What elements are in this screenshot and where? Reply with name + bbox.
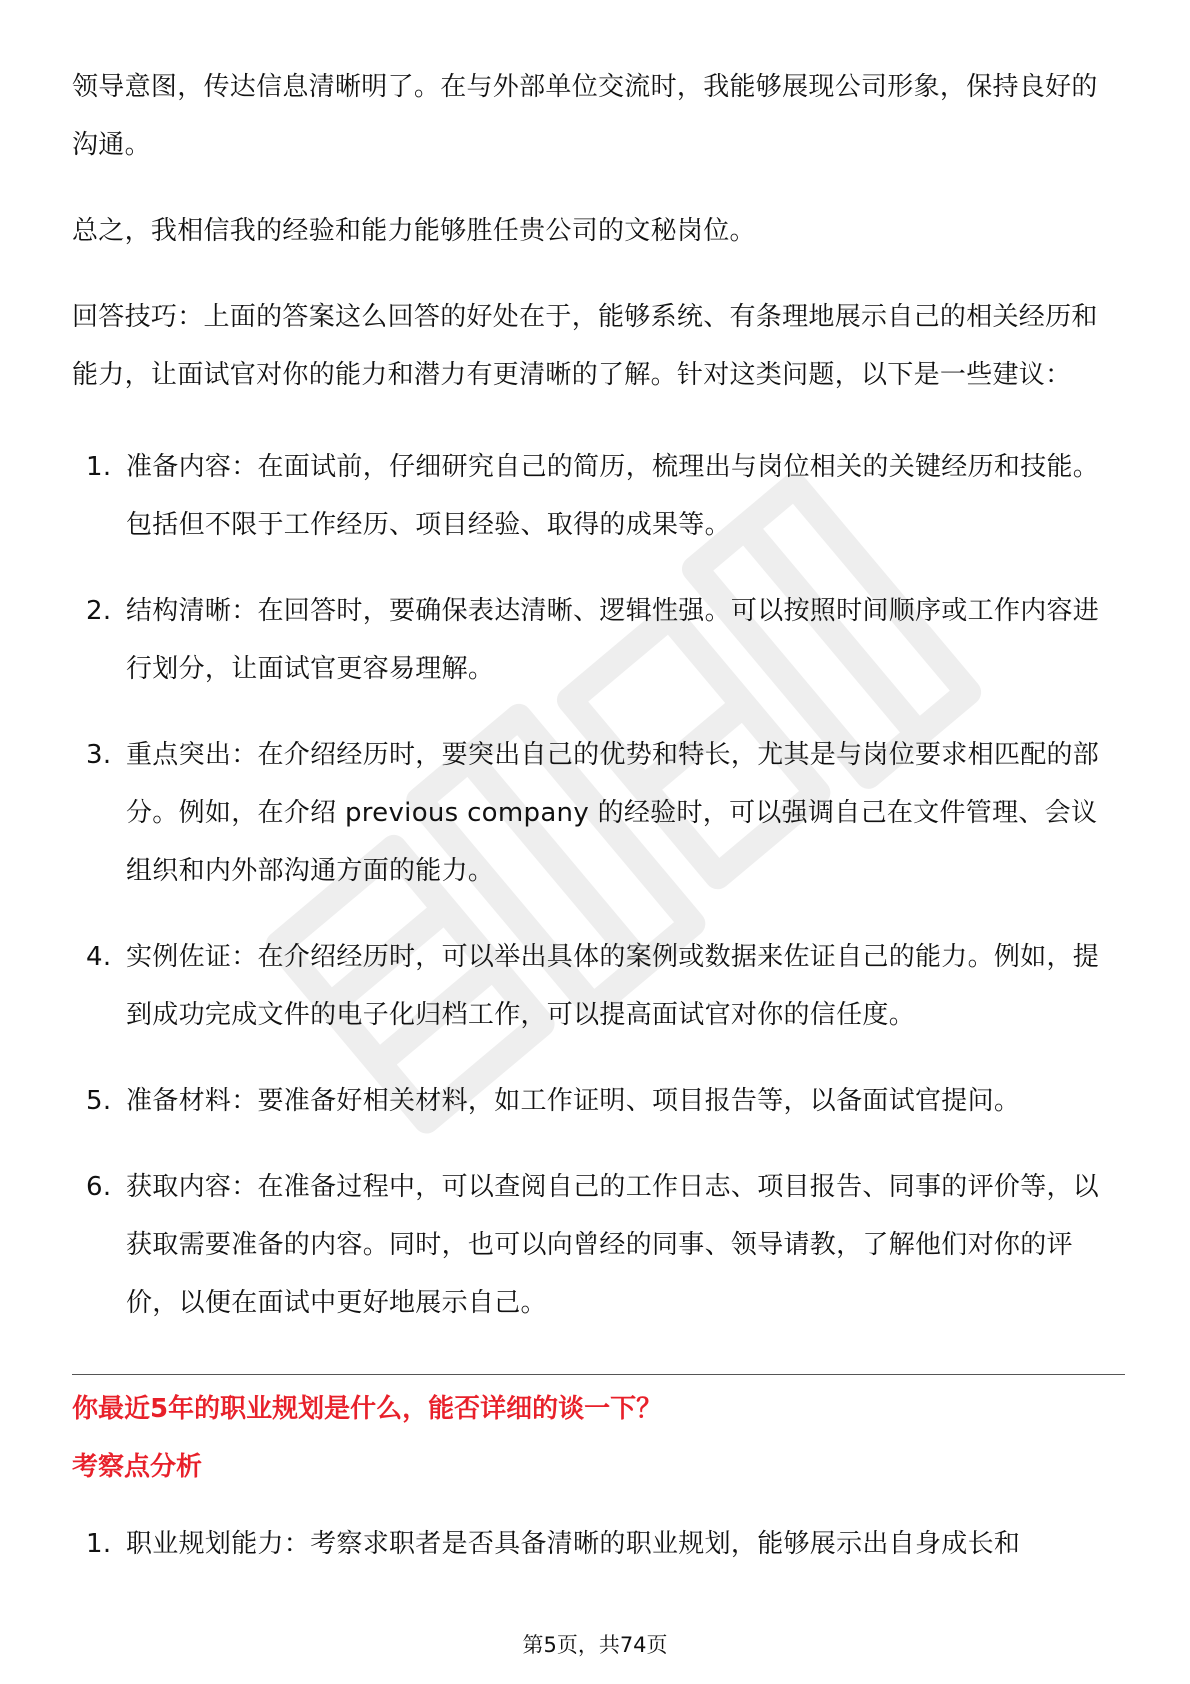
list-number: 4.	[86, 942, 112, 972]
list-number: 2.	[86, 596, 112, 626]
main-content	[72, 58, 1118, 1601]
question-title: 你最近5年的职业规划是什么，能否详细的谈一下？	[72, 1394, 663, 1424]
list-item-text: 结构清晰：在回答时，要确保表达清晰、逻辑性强。可以按照时间顺序或工作内容进行划分，让面试官更容易理解。	[126, 596, 1100, 684]
section-divider	[72, 1374, 1125, 1375]
answer-tips-intro: 回答技巧：上面的答案这么回答的好处在于，能够系统、有条理地展示自己的相关经历和能力，让面试官对你的能力和潜力有更清晰的了解。针对这类问题，以下是一些建议：	[72, 302, 1098, 390]
list-item-text: 准备内容：在面试前，仔细研究自己的简历，梳理出与岗位相关的关键经历和技能。包括但不限于工作经历、项目经验、取得的成果等。	[126, 452, 1100, 540]
list-item-text: 获取内容：在准备过程中，可以查阅自己的工作日志、项目报告、同事的评价等，以获取需要准备的内容。同时，也可以向曾经的同事、领导请教，了解他们对你的评价，以便在面试中更好地展示自己。	[126, 1172, 1100, 1318]
list-number: 1.	[86, 452, 112, 482]
list-item	[72, 928, 1118, 1044]
list-number: 5.	[86, 1086, 112, 1116]
list-item-text: 实例佐证：在介绍经历时，可以举出具体的案例或数据来佐证自己的能力。例如，提到成功完成文件的电子化归档工作，可以提高面试官对你的信任度。	[126, 942, 1100, 1030]
list-item	[72, 1072, 1118, 1130]
paragraph: 领导意图，传达信息清晰明了。在与外部单位交流时，我能够展现公司形象，保持良好的沟通。	[72, 72, 1098, 160]
list-item	[72, 1515, 1118, 1573]
list-item-text: 职业规划能力：考察求职者是否具备清晰的职业规划，能够展示出自身成长和	[126, 1529, 1021, 1559]
list-item	[72, 726, 1118, 900]
paragraph: 总之，我相信我的经验和能力能够胜任贵公司的文秘岗位。	[72, 216, 756, 246]
list-item	[72, 582, 1118, 698]
list-number: 1.	[86, 1529, 112, 1559]
page-number: 第5页，共74页	[522, 1633, 668, 1657]
analysis-list	[72, 1515, 1118, 1573]
list-item-text: 重点突出：在介绍经历时，要突出自己的优势和特长，尤其是与岗位要求相匹配的部分。例如，在介绍 previous company 的经验时，可以强调自己在文件管理、会议组织和内外部沟通方面的能力。	[126, 740, 1100, 886]
list-item	[72, 1158, 1118, 1332]
list-number: 6.	[86, 1172, 112, 1202]
tips-list	[72, 438, 1118, 1332]
section-heading: 考察点分析	[72, 1452, 203, 1482]
list-number: 3.	[86, 740, 112, 770]
list-item-text: 准备材料：要准备好相关材料，如工作证明、项目报告等，以备面试官提问。	[126, 1086, 1021, 1116]
list-item	[72, 438, 1118, 554]
